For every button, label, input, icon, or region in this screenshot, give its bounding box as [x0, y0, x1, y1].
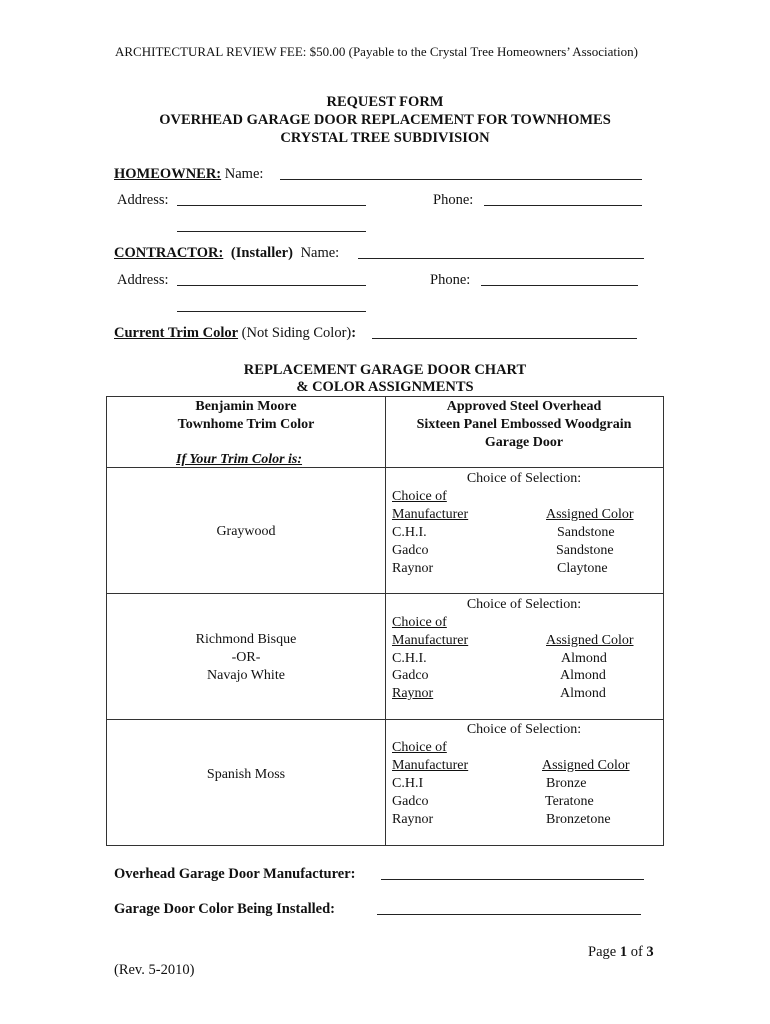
chart-title: REPLACEMENT GARAGE DOOR CHART	[243, 362, 527, 378]
page-current: 1	[619, 944, 628, 960]
choice-of-selection-label: Choice of Selection:	[466, 722, 582, 737]
page-of: of	[630, 944, 643, 960]
choice-of-selection-label: Choice of Selection:	[466, 471, 582, 486]
page-total: 3	[646, 944, 654, 960]
contractor-heading: CONTRACTOR:	[114, 245, 224, 261]
manufacturer-name: Gadco	[392, 543, 429, 558]
manufacturer-name: Gadco	[392, 794, 429, 809]
homeowner-address-line2-field[interactable]	[177, 231, 366, 232]
homeowner-name-field[interactable]	[280, 179, 642, 180]
manufacturer-name: Raynor	[392, 812, 434, 827]
assigned-color-value: Teratone	[545, 794, 594, 809]
manufacturer-installed-field[interactable]	[381, 879, 644, 880]
page-prefix: Page	[588, 944, 617, 960]
trim-color-navajo-white: Navajo White	[207, 668, 285, 683]
trim-colon: :	[351, 325, 357, 341]
contractor-address-line2-field[interactable]	[177, 311, 366, 312]
color-installed-label: Garage Door Color Being Installed:	[114, 901, 335, 917]
page-number	[588, 944, 654, 961]
contractor-name-label: Name:	[300, 245, 340, 261]
homeowner-heading: HOMEOWNER:	[114, 166, 222, 182]
choice-of-selection-label: Choice of Selection:	[466, 597, 582, 612]
contractor-address-field[interactable]	[177, 285, 366, 286]
assigned-color-value: Almond	[561, 651, 607, 666]
manufacturer-name: Gadco	[392, 668, 429, 683]
color-installed-field[interactable]	[377, 914, 641, 915]
contractor-address-label: Address:	[117, 272, 169, 288]
col2-header-panel: Sixteen Panel Embossed Woodgrain	[416, 417, 632, 432]
col1-header-trim: Townhome Trim Color	[177, 417, 315, 432]
homeowner-phone-label: Phone:	[433, 192, 474, 208]
manufacturer-name: C.H.I	[392, 776, 424, 791]
homeowner-address-field[interactable]	[177, 205, 366, 206]
col1-header-brand: Benjamin Moore	[195, 399, 297, 414]
table-row-divider	[106, 593, 664, 594]
form-title: REQUEST FORM	[326, 94, 444, 110]
manufacturer-installed-label: Overhead Garage Door Manufacturer:	[114, 866, 356, 882]
assigned-color-value: Almond	[560, 686, 606, 701]
manufacturer-header: Manufacturer	[392, 633, 469, 648]
choice-of-label: Choice of	[392, 615, 447, 630]
trim-color-spanish-moss: Spanish Moss	[206, 767, 286, 782]
trim-color-graywood: Graywood	[216, 524, 276, 539]
assigned-color-value: Almond	[560, 668, 606, 683]
homeowner-phone-field[interactable]	[484, 205, 642, 206]
assigned-color-value: Bronzetone	[546, 812, 611, 827]
trim-color-section	[114, 325, 356, 342]
contractor-name-field[interactable]	[358, 258, 644, 259]
manufacturer-name: C.H.I.	[392, 525, 427, 540]
review-fee-text: ARCHITECTURAL REVIEW FEE: $50.00 (Payable to the Crystal Tree Homeowners’ Association)	[115, 44, 638, 59]
manufacturer-header: Manufacturer	[392, 507, 469, 522]
manufacturer-name: C.H.I.	[392, 651, 427, 666]
trim-color-field[interactable]	[372, 338, 637, 339]
assigned-color-value: Bronze	[546, 776, 587, 791]
assigned-color-value: Claytone	[557, 561, 608, 576]
assigned-color-value: Sandstone	[557, 525, 615, 540]
trim-color-or: -OR-	[231, 650, 261, 665]
contractor-phone-field[interactable]	[481, 285, 638, 286]
homeowner-name-label: Name:	[224, 166, 264, 182]
contractor-phone-label: Phone:	[430, 272, 471, 288]
col2-header-door: Garage Door	[484, 435, 564, 450]
assigned-color-value: Sandstone	[556, 543, 614, 558]
subdivision-title: CRYSTAL TREE SUBDIVISION	[280, 130, 490, 146]
trim-color-richmond-bisque: Richmond Bisque	[195, 632, 297, 647]
chart-subtitle: & COLOR ASSIGNMENTS	[296, 379, 474, 395]
col1-header-prompt: If Your Trim Color is:	[176, 452, 303, 467]
col2-header-approved: Approved Steel Overhead	[446, 399, 602, 414]
form-subtitle: OVERHEAD GARAGE DOOR REPLACEMENT FOR TOWNHOMES	[159, 112, 611, 128]
homeowner-address-label: Address:	[117, 192, 169, 208]
installer-label: (Installer)	[230, 245, 293, 261]
manufacturer-name: Raynor	[392, 686, 434, 701]
trim-color-label: Current Trim Color	[114, 325, 239, 341]
assigned-color-header: Assigned Color	[546, 633, 634, 648]
assigned-color-header: Assigned Color	[542, 758, 630, 773]
assigned-color-header: Assigned Color	[546, 507, 634, 522]
contractor-section	[114, 245, 339, 262]
manufacturer-header: Manufacturer	[392, 758, 469, 773]
trim-color-note: (Not Siding Color)	[241, 325, 352, 341]
choice-of-label: Choice of	[392, 489, 447, 504]
revision-label: (Rev. 5-2010)	[114, 962, 195, 978]
choice-of-label: Choice of	[392, 740, 447, 755]
manufacturer-name: Raynor	[392, 561, 434, 576]
table-row-divider	[106, 719, 664, 720]
homeowner-section	[114, 166, 263, 183]
